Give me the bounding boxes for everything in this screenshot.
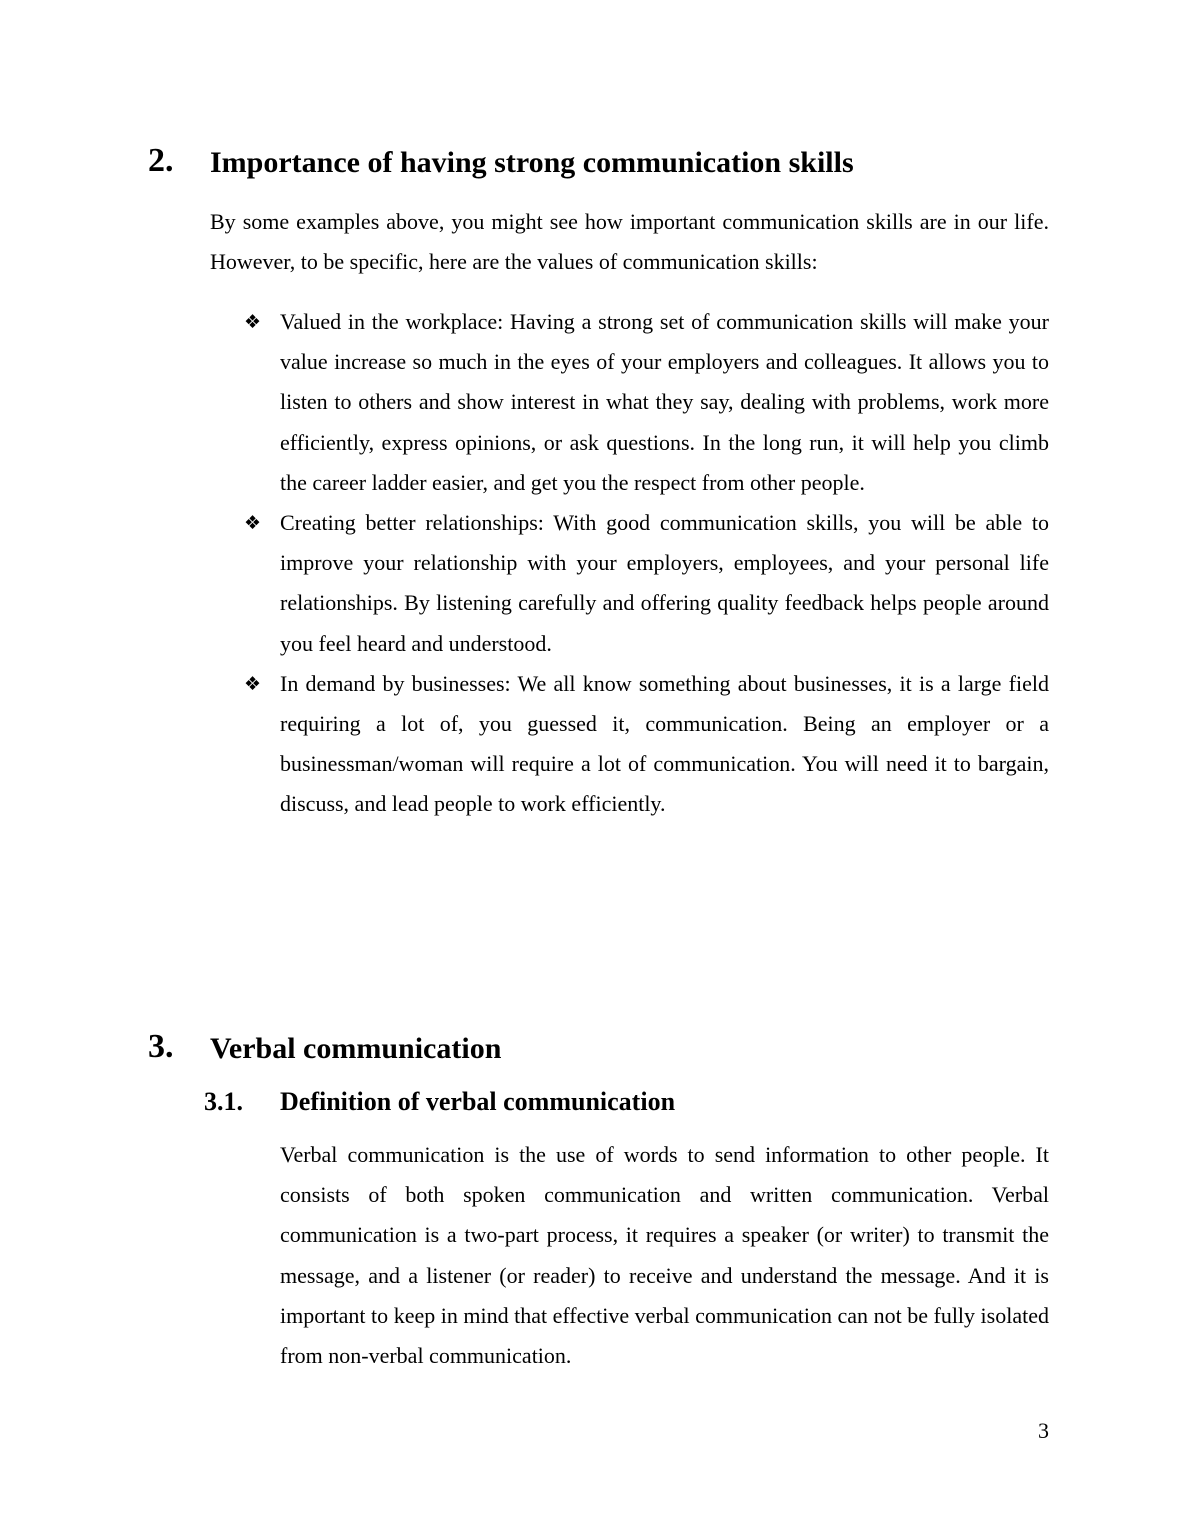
- section-2-intro: By some examples above, you might see how important communication skills are in our life. However, to be specific, here are the values of communication skills:: [210, 209, 1049, 275]
- list-item-text: In demand by businesses: We all know something about businesses, it is a large field requiring a lot of, you guessed it, communication. Being an employer or a businessman/woman will require a lot of communication. You will need it to bargain, discuss, and lead people to work efficiently.: [280, 670, 1049, 817]
- section-3-title: Verbal communication: [210, 1032, 502, 1065]
- list-item-text: Creating better relationships: With good communication skills, you will be able to improve your relationship with your employers, employees, and your personal life relationships. By listening carefully and offering quality feedback helps people around you feel heard and understood.: [280, 510, 1049, 656]
- list-item: [244, 664, 1049, 825]
- values-list: [244, 302, 1049, 825]
- page-number: 3: [1038, 1418, 1049, 1443]
- section-3-number: 3.: [148, 1028, 174, 1065]
- section-2-title: Importance of having strong communication skills: [210, 146, 854, 179]
- diamond-bullet-icon: ❖: [244, 512, 262, 535]
- list-item-text: Valued in the workplace: Having a strong set of communication skills will make your value increase so much in the eyes of your employers and colleagues. It allows you to listen to others and show interest in what they say, dealing with problems, work more efficiently, express opinions, or ask questions. In the long run, it will help you climb the career ladder easier, and get you the respect from other people.: [280, 309, 1049, 495]
- subsection-3-1-body: Verbal communication is the use of words to send information to other people. It consists of both spoken communication and written communication. Verbal communication is a two-part process, it requires a speaker (or writer) to transmit the message, and a listener (or reader) to receive and understand the message. And it is important to keep in mind that effective verbal communication can not be fully isolated from non-verbal communication.: [280, 1142, 1049, 1369]
- list-item: [244, 503, 1049, 664]
- list-item: [244, 302, 1049, 503]
- subsection-3-1-title: Definition of verbal communication: [280, 1087, 676, 1116]
- diamond-bullet-icon: ❖: [244, 672, 262, 695]
- subsection-3-1-number: 3.1.: [204, 1087, 243, 1116]
- section-2-number: 2.: [148, 142, 174, 179]
- diamond-bullet-icon: ❖: [244, 311, 262, 333]
